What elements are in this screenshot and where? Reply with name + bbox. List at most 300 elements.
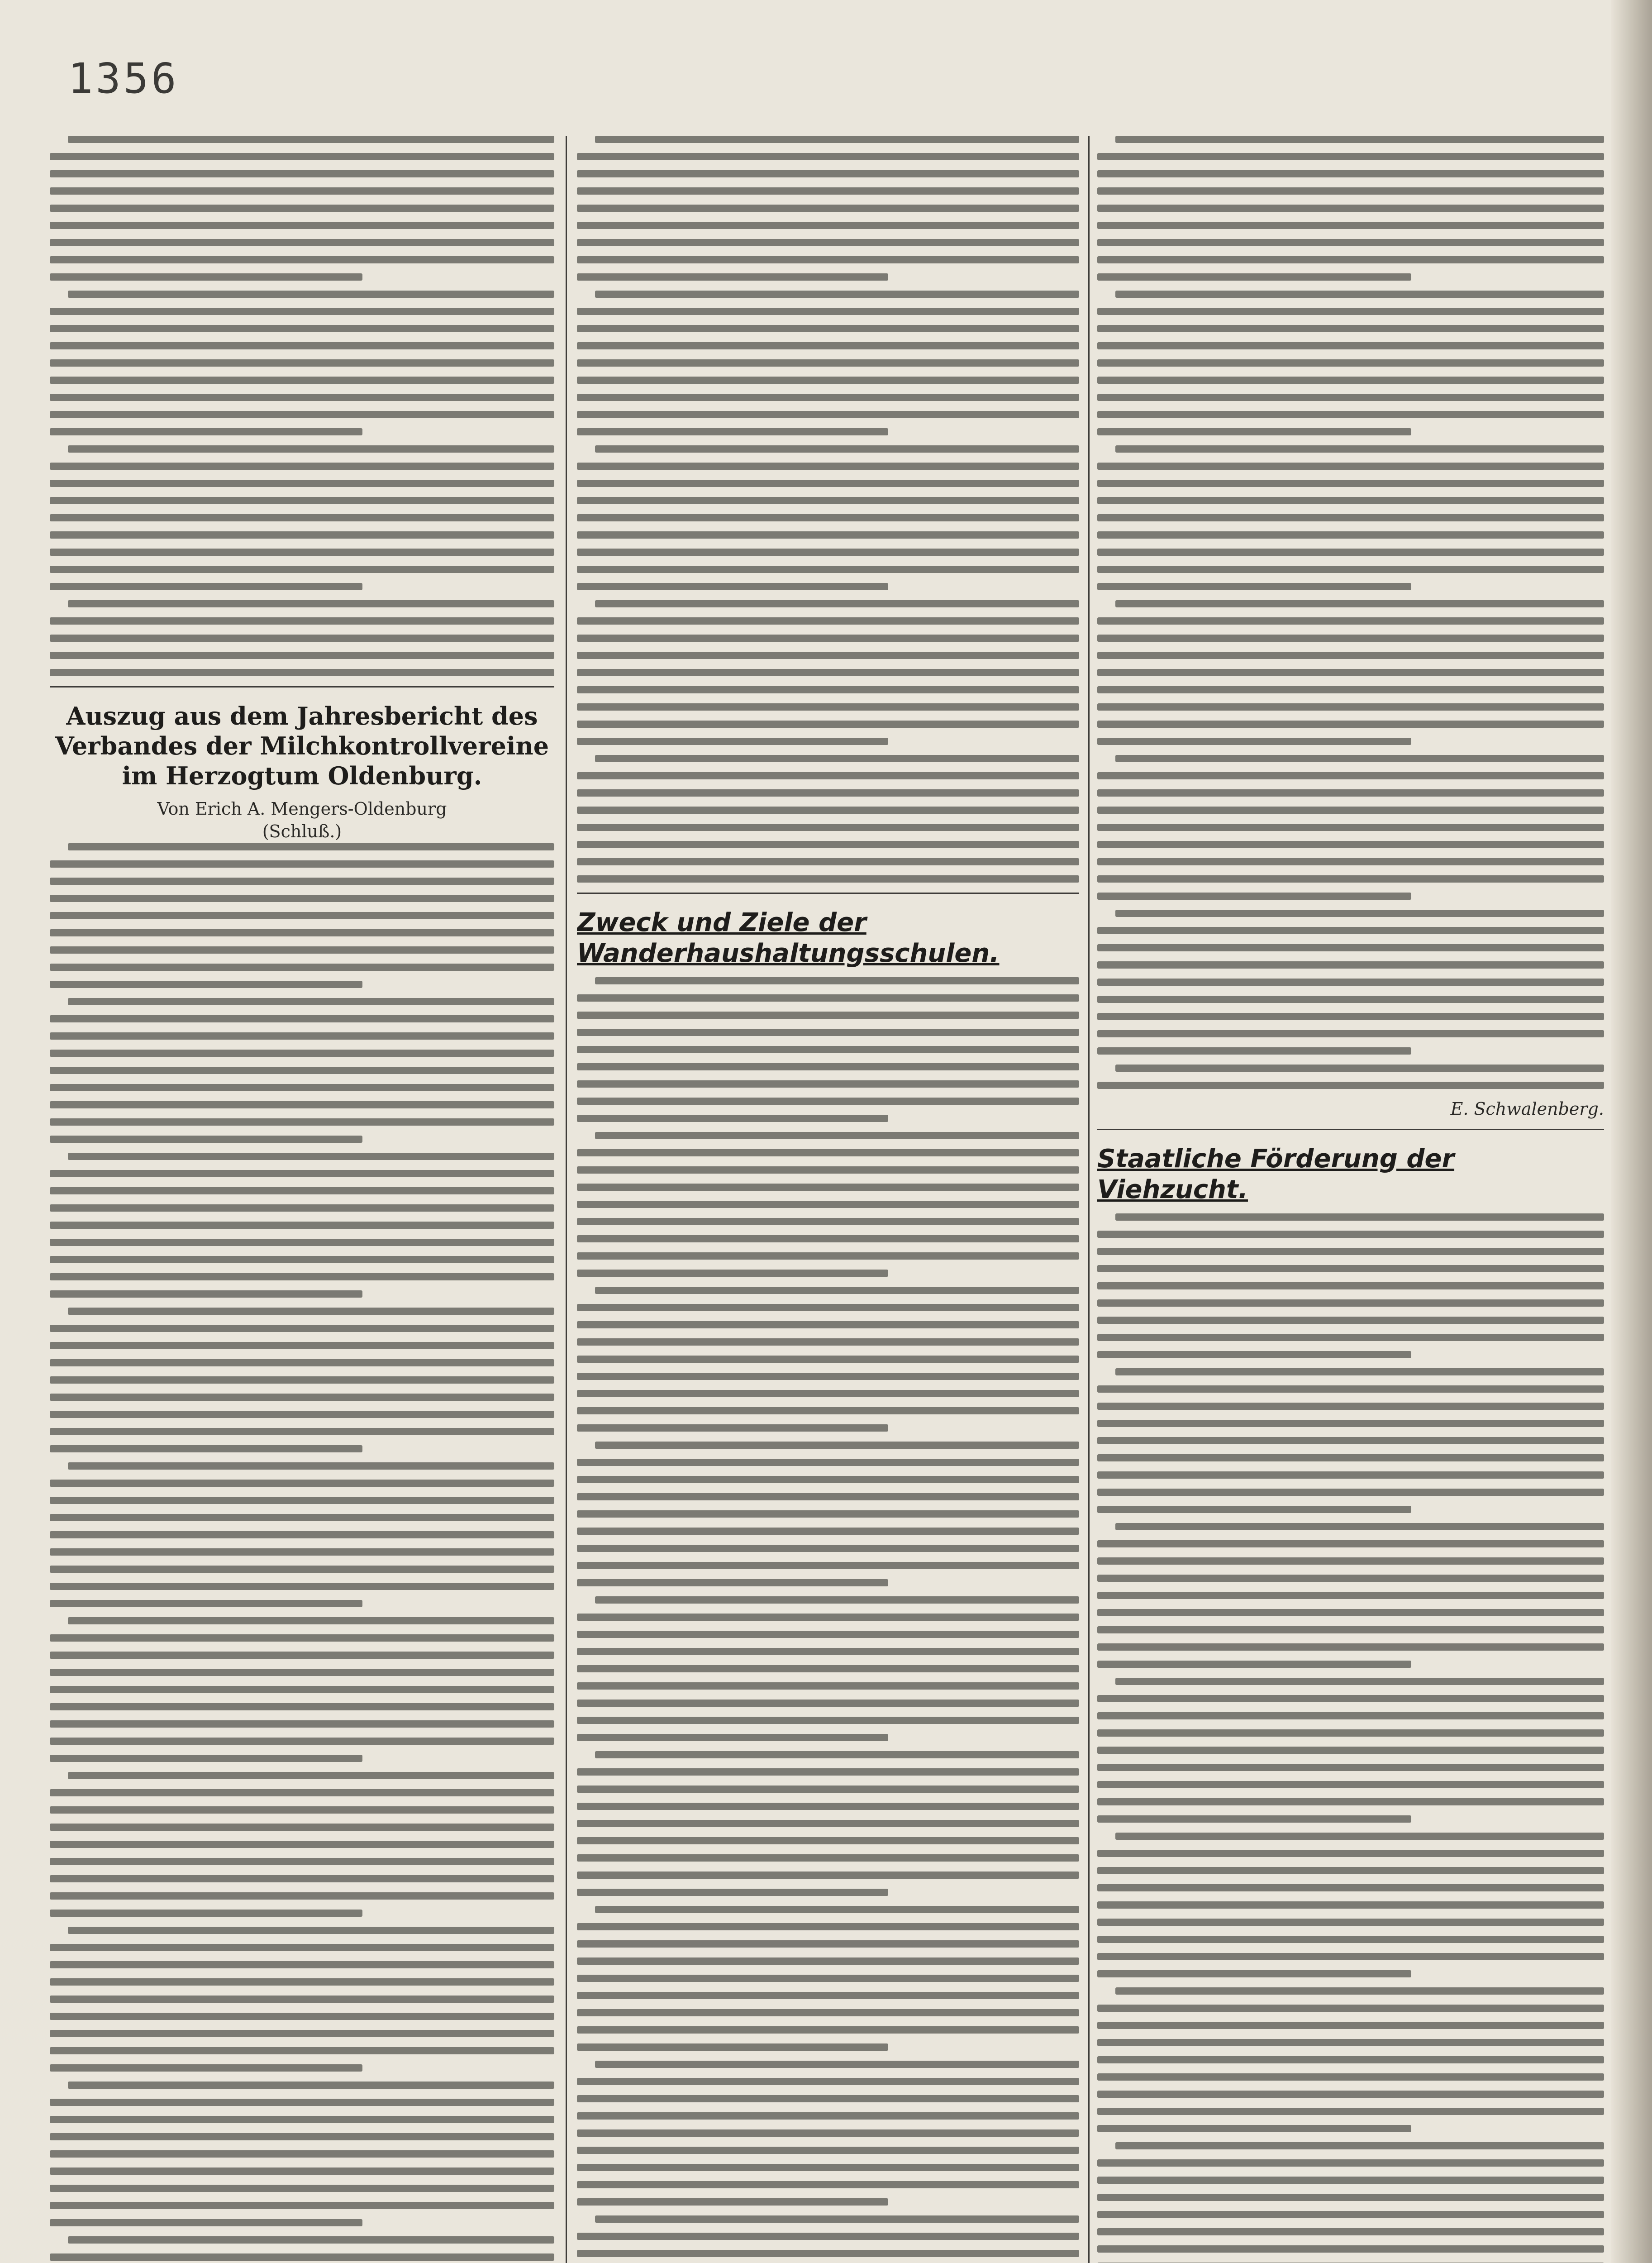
text-line <box>577 2129 1079 2137</box>
text-line <box>1097 1557 1604 1565</box>
text-line <box>1097 858 1604 865</box>
text-line <box>1097 428 1411 435</box>
article-signature: E. Schwalenberg. <box>1450 1099 1604 1119</box>
text-line <box>577 1837 1079 1844</box>
text-line <box>68 291 554 298</box>
text-line <box>577 1184 1079 1191</box>
text-line <box>68 1153 554 1160</box>
text-line <box>50 1222 554 1229</box>
text-line <box>1097 222 1604 229</box>
text-line <box>50 1789 554 1796</box>
page-edge-shadow <box>1611 0 1652 2263</box>
text-line <box>50 222 554 229</box>
text-line <box>1097 1747 1604 1754</box>
text-line <box>50 2219 362 2226</box>
text-line <box>1115 1065 1604 1072</box>
text-line <box>577 1149 1079 1156</box>
text-line <box>50 239 554 246</box>
text-line <box>50 514 554 521</box>
text-line <box>595 600 1079 607</box>
text-line <box>1097 2005 1604 2012</box>
text-line <box>577 531 1079 539</box>
text-line <box>1115 755 1604 762</box>
text-line <box>50 1342 554 1349</box>
text-line <box>50 878 554 885</box>
text-line <box>1097 239 1604 246</box>
text-line <box>1097 1317 1604 1324</box>
text-line <box>1115 136 1604 143</box>
text-line <box>1097 480 1604 487</box>
text-line <box>595 1287 1079 1294</box>
text-line <box>577 239 1079 246</box>
text-line <box>577 463 1079 470</box>
text-line <box>1097 721 1604 728</box>
text-line <box>50 1187 554 1194</box>
text-line <box>577 1235 1079 1242</box>
separator <box>50 686 554 687</box>
text-line <box>50 1204 554 1212</box>
text-line <box>577 1734 888 1741</box>
text-line <box>50 1892 554 1900</box>
text-line <box>1097 377 1604 384</box>
text-line <box>1097 686 1604 693</box>
text-line <box>50 635 554 642</box>
text-line <box>1097 1919 1604 1926</box>
text-line <box>1097 1936 1604 1943</box>
text-line <box>1097 824 1604 831</box>
text-line <box>50 480 554 487</box>
text-line <box>1097 1047 1411 1055</box>
text-line <box>577 1338 1079 1346</box>
text-line <box>50 1634 554 1642</box>
text-line <box>577 703 1079 711</box>
text-line <box>50 1015 554 1022</box>
text-line <box>50 428 362 435</box>
text-line <box>50 1411 554 1418</box>
text-line <box>50 1910 362 1917</box>
text-line <box>50 2133 554 2140</box>
text-line <box>1097 1712 1604 1719</box>
text-line <box>577 858 1079 865</box>
text-line <box>50 2185 554 2192</box>
text-line <box>577 1063 1079 1070</box>
text-line <box>50 273 362 281</box>
text-line <box>50 1273 554 1280</box>
text-line <box>1097 1695 1604 1702</box>
text-line <box>577 1854 1079 1862</box>
text-line <box>577 1889 888 1896</box>
text-line <box>50 170 554 177</box>
text-line <box>577 1115 888 1122</box>
text-line <box>577 1992 1079 1999</box>
text-line <box>577 1424 888 1432</box>
continued-text <box>1097 136 1604 1089</box>
text-line <box>577 170 1079 177</box>
text-line <box>595 1906 1079 1913</box>
text-line <box>50 1325 554 1332</box>
text-line <box>1097 463 1604 470</box>
text-line <box>577 1872 1079 1879</box>
text-line <box>1097 342 1604 349</box>
text-line <box>1097 635 1604 642</box>
text-line <box>68 2082 554 2089</box>
text-line <box>1097 1643 1604 1651</box>
text-line <box>50 463 554 470</box>
text-line <box>50 1824 554 1831</box>
text-line <box>577 1304 1079 1311</box>
text-line <box>595 755 1079 762</box>
text-line <box>1115 1213 1604 1221</box>
text-line <box>1097 1385 1604 1393</box>
text-line <box>50 1239 554 1246</box>
text-line <box>1097 1471 1604 1479</box>
continued-text <box>577 136 1079 883</box>
text-line <box>1097 772 1604 779</box>
text-line <box>1097 1351 1411 1358</box>
text-line <box>577 308 1079 315</box>
text-line <box>577 1803 1079 1810</box>
text-line <box>50 394 554 401</box>
text-line <box>50 1290 362 1298</box>
text-line <box>577 1252 1079 1260</box>
text-line <box>50 895 554 902</box>
text-line <box>1097 1884 1604 1891</box>
text-line <box>577 652 1079 659</box>
text-line <box>1097 325 1604 332</box>
text-line <box>1097 996 1604 1003</box>
text-line <box>68 600 554 607</box>
text-line <box>1097 1420 1604 1427</box>
text-line <box>50 1497 554 1504</box>
column-1 <box>50 136 554 2263</box>
text-line <box>1097 583 1411 590</box>
text-line <box>577 2026 1079 2034</box>
text-line <box>595 136 1079 143</box>
text-line <box>68 998 554 1005</box>
text-line <box>1115 1987 1604 1995</box>
text-line <box>50 1256 554 1263</box>
text-line <box>1097 394 1604 401</box>
article-author: Von Erich A. Mengers-Oldenburg <box>157 799 447 819</box>
text-line <box>1097 187 1604 195</box>
text-line <box>1097 1815 1411 1823</box>
separator <box>577 893 1079 894</box>
text-line <box>1097 1850 1604 1857</box>
text-line <box>1097 2125 1411 2132</box>
text-line <box>50 1531 554 1538</box>
text-line <box>50 1359 554 1366</box>
text-line <box>50 256 554 263</box>
text-line <box>577 1648 1079 1655</box>
article-body <box>50 843 554 2263</box>
text-line <box>595 2061 1079 2068</box>
text-line <box>577 153 1079 160</box>
text-line <box>577 1717 1079 1724</box>
text-line <box>50 669 554 676</box>
text-line <box>1097 875 1604 883</box>
text-line <box>577 187 1079 195</box>
text-line <box>577 1356 1079 1363</box>
text-line <box>577 394 1079 401</box>
text-line <box>577 841 1079 848</box>
text-line <box>50 1376 554 1384</box>
text-line <box>577 342 1079 349</box>
text-line <box>577 1682 1079 1690</box>
text-line <box>50 342 554 349</box>
text-line <box>1097 1901 1604 1909</box>
text-line <box>1097 153 1604 160</box>
text-line <box>595 1751 1079 1758</box>
text-line <box>50 2030 554 2037</box>
text-line <box>1097 1030 1604 1037</box>
article-heading: Staatliche Förderung der Viehzucht. <box>1097 1144 1455 1204</box>
text-line <box>577 1768 1079 1776</box>
article-heading: Zweck und Ziele der Wanderhaushaltungsschulen. <box>577 908 1000 968</box>
text-line <box>1097 308 1604 315</box>
text-line <box>50 1445 362 1452</box>
text-line <box>1097 944 1604 951</box>
text-line <box>1097 411 1604 418</box>
text-line <box>1115 291 1604 298</box>
text-line <box>595 1132 1079 1139</box>
text-line <box>50 497 554 504</box>
text-line <box>68 136 554 143</box>
text-line <box>1097 1764 1604 1771</box>
text-line <box>50 531 554 539</box>
text-line <box>1097 1575 1604 1582</box>
text-line <box>50 1944 554 1951</box>
text-line <box>577 428 888 435</box>
text-line <box>50 1118 554 1126</box>
text-line <box>1097 1661 1411 1668</box>
text-line <box>50 1720 554 1728</box>
text-line <box>577 1270 888 1277</box>
text-line <box>50 2168 554 2175</box>
text-line <box>1097 669 1604 676</box>
text-line <box>50 1050 554 1057</box>
text-line <box>50 1480 554 1487</box>
text-line <box>1097 807 1604 814</box>
text-line <box>1097 1953 1604 1960</box>
text-line <box>68 1617 554 1624</box>
text-line <box>50 205 554 212</box>
text-line <box>1097 2211 1604 2218</box>
text-line <box>50 1514 554 1521</box>
text-line <box>1097 1265 1604 1272</box>
text-line <box>1097 497 1604 504</box>
text-line <box>577 824 1079 831</box>
text-line <box>50 359 554 367</box>
text-line <box>1097 359 1604 367</box>
text-line <box>577 566 1079 573</box>
text-line <box>577 205 1079 212</box>
text-line <box>577 1957 1079 1965</box>
text-line <box>577 222 1079 229</box>
text-line <box>577 1923 1079 1930</box>
text-line <box>50 1978 554 1986</box>
text-line <box>1097 1403 1604 1410</box>
text-line <box>1097 1626 1604 1633</box>
text-line <box>1097 566 1604 573</box>
text-line <box>577 789 1079 797</box>
text-line <box>577 1940 1079 1948</box>
text-line <box>577 1510 1079 1518</box>
text-line <box>577 1046 1079 1053</box>
text-line <box>50 187 554 195</box>
text-line <box>50 1084 554 1091</box>
text-line <box>50 1841 554 1848</box>
text-line <box>1097 1781 1604 1788</box>
text-line <box>577 807 1079 814</box>
text-line <box>577 1579 888 1586</box>
text-line <box>1097 205 1604 212</box>
text-line <box>50 2202 554 2209</box>
text-line <box>68 843 554 850</box>
text-line <box>1097 1609 1604 1616</box>
text-line <box>50 1170 554 1177</box>
text-line <box>577 669 1079 676</box>
text-line <box>577 1614 1079 1621</box>
text-line <box>50 1600 362 1607</box>
text-line <box>50 1101 554 1108</box>
text-line <box>50 583 362 590</box>
text-line <box>50 946 554 954</box>
text-line <box>50 2253 554 2261</box>
text-line <box>50 566 554 573</box>
text-line <box>577 2147 1079 2154</box>
text-line <box>1097 1970 1411 1977</box>
text-line <box>1097 652 1604 659</box>
text-line <box>1097 2108 1604 2115</box>
text-line <box>577 2164 1079 2171</box>
text-line <box>50 1067 554 1074</box>
text-line <box>68 2236 554 2244</box>
text-line <box>50 549 554 556</box>
text-line <box>1097 1231 1604 1238</box>
text-line <box>1115 600 1604 607</box>
text-line <box>577 721 1079 728</box>
text-line <box>1115 2142 1604 2149</box>
text-line <box>1115 1833 1604 1840</box>
text-line <box>1097 549 1604 556</box>
article-continuation: (Schluß.) <box>262 821 342 841</box>
text-line <box>595 445 1079 453</box>
text-line <box>50 929 554 936</box>
text-line <box>50 1548 554 1556</box>
text-line <box>577 2233 1079 2240</box>
column-2 <box>577 136 1079 2263</box>
text-line <box>577 1459 1079 1466</box>
text-line <box>50 1428 554 1435</box>
text-line <box>1097 2177 1604 2184</box>
text-line <box>595 1442 1079 1449</box>
text-line <box>50 964 554 971</box>
text-line <box>577 1700 1079 1707</box>
text-line <box>1097 1506 1411 1513</box>
text-line <box>50 912 554 919</box>
text-line <box>50 1875 554 1882</box>
text-line <box>1097 1299 1604 1307</box>
article-body <box>1097 1213 1604 2263</box>
text-line <box>50 1703 554 1710</box>
text-line <box>50 1806 554 1814</box>
text-line <box>1097 2039 1604 2046</box>
text-line <box>1115 1368 1604 1375</box>
text-line <box>1097 514 1604 521</box>
text-line <box>577 772 1079 779</box>
text-line <box>1097 2245 1604 2253</box>
text-line <box>1097 1282 1604 1289</box>
text-line <box>1097 1798 1604 1805</box>
text-line <box>50 308 554 315</box>
text-line <box>1097 1867 1604 1874</box>
text-line <box>1097 170 1604 177</box>
text-line <box>577 2198 888 2206</box>
text-line <box>1097 893 1411 900</box>
text-line <box>577 1218 1079 1225</box>
text-line <box>68 1772 554 1779</box>
text-line <box>577 2009 1079 2016</box>
text-line <box>1097 1729 1604 1737</box>
text-line <box>1097 256 1604 263</box>
text-line <box>577 325 1079 332</box>
text-line <box>1097 2194 1604 2201</box>
text-line <box>1097 927 1604 934</box>
text-line <box>1097 1437 1604 1444</box>
text-line <box>68 445 554 453</box>
text-line <box>1097 1540 1604 1547</box>
text-line <box>577 377 1079 384</box>
text-line <box>577 2078 1079 2085</box>
text-line <box>50 2116 554 2123</box>
text-line <box>577 2250 1079 2257</box>
text-line <box>577 2095 1079 2102</box>
text-line <box>68 1308 554 1315</box>
text-line <box>1097 2091 1604 2098</box>
text-line <box>577 617 1079 625</box>
text-line <box>50 1961 554 1968</box>
text-line <box>1097 2073 1604 2081</box>
text-line <box>68 1927 554 1934</box>
text-line <box>577 2181 1079 2188</box>
text-line <box>50 1394 554 1401</box>
text-line <box>50 652 554 659</box>
text-line <box>577 738 888 745</box>
text-line <box>50 2150 554 2158</box>
text-line <box>577 635 1079 642</box>
text-line <box>577 256 1079 263</box>
text-line <box>577 1166 1079 1174</box>
text-line <box>1115 445 1604 453</box>
separator <box>1097 1129 1604 1130</box>
text-line <box>595 977 1079 984</box>
text-line <box>1097 1248 1604 1255</box>
text-line <box>577 480 1079 487</box>
article-body <box>577 977 1079 2263</box>
text-line <box>50 1652 554 1659</box>
text-line <box>50 377 554 384</box>
column-rule <box>1088 136 1090 2263</box>
text-line <box>50 617 554 625</box>
text-line <box>50 1858 554 1865</box>
text-line <box>595 291 1079 298</box>
text-line <box>50 2064 362 2072</box>
text-line <box>577 549 1079 556</box>
text-line <box>577 273 888 281</box>
text-line <box>50 1566 554 1573</box>
text-line <box>577 359 1079 367</box>
text-line <box>1115 1523 1604 1530</box>
